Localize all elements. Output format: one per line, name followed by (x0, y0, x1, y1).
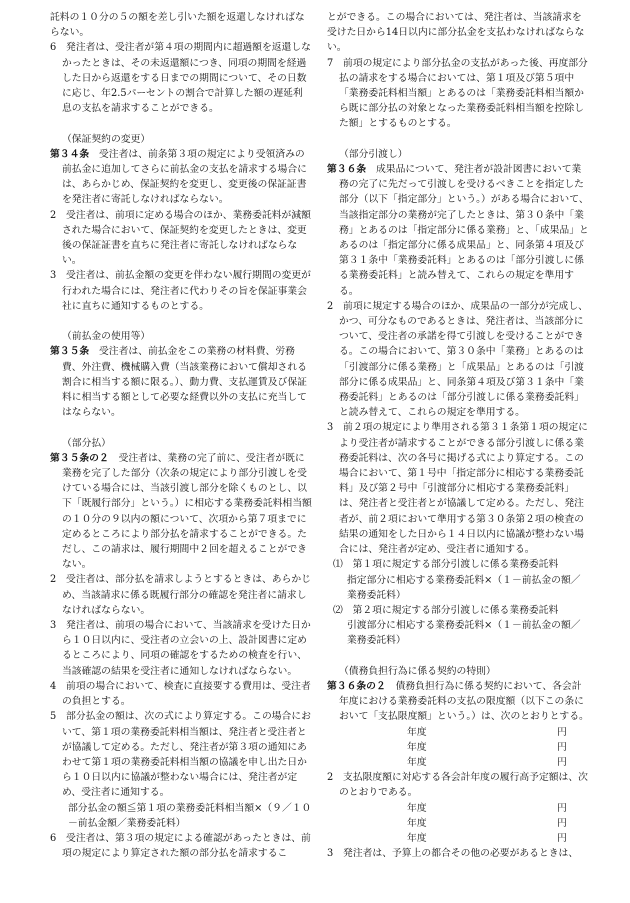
article-heading: （部分引渡し） (339, 148, 408, 160)
table-row (327, 740, 589, 755)
item-number: 6 (50, 832, 57, 844)
paragraph (327, 299, 589, 421)
article-heading: （前払金の使用等） (62, 331, 151, 343)
article (50, 451, 312, 573)
item-number: 2 (327, 772, 334, 784)
article-text: 債務負担行為に係る契約において、各会計年度における業務委託料の支払の限度額（以下この条において「支払限度額」という。）は、次のとおりとする。 (339, 680, 589, 723)
item-text: 受注者は、前払金額の変更を伴わない履行期間の変更が行われた場合には、発注者に代わりその旨を保証事業会社に直ちに通知するものとする。 (62, 270, 311, 312)
paragraph (50, 618, 312, 679)
paragraph (50, 709, 312, 800)
paragraph: とができる。この場合においては、発注者は、当該請求を受けた日から14日以内に部分払金を支払わなければならない。 (327, 12, 585, 54)
year-cell: 年度 (407, 756, 427, 768)
payment-limit-table (327, 725, 589, 771)
article-label: 第３５条の２ (50, 452, 109, 464)
article-text: 受注者は、前払金をこの業務の材料費、労務費、外注費、機械購入費（当該業務において償却される割合に相当する額に限る。）、動力費、支払運賃及び保証料に相当する額として必要な経費以外の支払に充当してはならない。 (62, 346, 307, 419)
paragraph (327, 846, 589, 861)
yen-cell: 円 (557, 832, 567, 844)
paragraph (327, 420, 589, 557)
table-row (327, 755, 589, 770)
year-cell: 年度 (407, 832, 427, 844)
item-text: 受注者は、部分払を請求しようとするときは、あらかじめ、当該請求に係る既履行部分の確認を発注者に請求しなければならない。 (62, 574, 311, 616)
paragraph (50, 208, 312, 269)
year-cell: 年度 (407, 741, 427, 753)
yen-cell: 円 (557, 817, 567, 829)
paragraph (50, 40, 312, 116)
table-row (327, 831, 589, 846)
item-text: 前項の規定により部分払金の支払があった後、再度部分払の請求をする場合においては、第１項及び第５項中「業務委託料相当額」とあるのは「業務委託料相当額から既に部分払の対象となった業務委託料相当額を控除した額」とするものとする。 (339, 57, 588, 130)
paragraph (327, 770, 589, 800)
table-row (327, 816, 589, 831)
article-label: 第３５条 (50, 346, 90, 358)
yen-cell: 円 (557, 802, 567, 814)
year-cell: 年度 (407, 802, 427, 814)
yen-cell: 円 (557, 741, 567, 753)
left-column (50, 10, 312, 861)
formula-number: ⑴ (333, 559, 343, 571)
article-label: 第３４条 (50, 148, 90, 160)
formula-item (327, 603, 589, 618)
article-heading: （部分払） (62, 437, 111, 449)
year-cell: 年度 (407, 817, 427, 829)
formula: 引渡部分に相応する業務委託料×（１－前払金の額／業務委託料） (347, 620, 581, 647)
article-text: 成果品について、発注者が設計図書において業務の完了に先だって引渡しを受けるべきことを指定した部分（以下「指定部分」という。）がある場合において、当該指定部分の業務が完了したときは、第３０条中「業務」とあるのは「指定部分に係る業務」と、「成果品」とあるのは「指定部分に係る成果品」と、同条第４項及び第３１条中「業務委託料」とあるのは「部分引渡しに係る業務委託料」と読み替えて、これらの規定を準用する。 (339, 164, 589, 297)
performance-table (327, 801, 589, 847)
article (50, 147, 312, 208)
article (50, 344, 312, 420)
right-column (327, 10, 589, 861)
item-number: 2 (50, 574, 57, 586)
article-heading: （保証契約の変更） (62, 133, 151, 145)
yen-cell: 円 (557, 756, 567, 768)
item-text: 前項に規定する場合のほか、成果品の一部分が完成し、かつ、可分なものであるときは、発注者は、当該部分について、受注者の承諾を得て引渡しを受けることができる。この場合において、第３０条中「業務」とあるのは「引渡部分に係る業務」と「成果品」とあるのは「引渡部分に係る成果品」と、同条第４項及び第３１条中「業務委託料」とあるのは「部分引渡しに係る業務委託料」と読み替えて、これらの規定を準用する。 (339, 300, 588, 419)
yen-cell: 円 (557, 726, 567, 738)
formula-title: 第２項に規定する部分引渡しに係る業務委託料 (352, 604, 559, 616)
item-number: 7 (327, 57, 334, 69)
paragraph (50, 572, 312, 618)
item-text: 発注者は、予算上の都合その他の必要があるときは、 (343, 848, 579, 860)
item-number: 6 (50, 42, 57, 54)
table-row (327, 725, 589, 740)
item-text: 前２項の規定により準用される第３１条第１項の規定により受注者が請求することができる部分引渡しに係る業務委託料は、次の各号に掲げる式により算定する。この場合において、第１号中「指定部分に相応する業務委託料」及び第２号中「引渡部分に相応する業務委託料」は、発注者と受注者とが協議して定める。ただし、発注者が、前２項において準用する第３０条第２項の検査の結果の通知をした日から１４日以内に協議が整わない場合には、発注者が定め、受注者に通知する。 (339, 422, 588, 556)
paragraph (50, 831, 312, 861)
item-text: 部分払金の額は、次の式により算定する。この場合において、第１項の業務委託料相当額は、発注者と受注者とが協議して定める。ただし、発注者が第３項の通知にあわせて第１項の業務委託料相当額の協議を申し出た日から１０日以内に協議が整わない場合には、発注者が定め、受注者に通知する。 (62, 711, 311, 799)
item-number: 3 (327, 422, 334, 434)
formula: 指定部分に相応する業務委託料×（１－前払金の額／業務委託料） (347, 574, 581, 601)
item-text: 前項の場合において、検査に直接要する費用は、受注者の負担とする。 (62, 680, 311, 708)
item-text: 発注者は、前項の場合において、当該請求を受けた日から１０日以内に、受注者の立会いの上、設計図書に定めるところにより、同項の確認をするための検査を行い、当該確認の結果を受注者に通知しなければならない。 (62, 620, 311, 677)
article-heading: （債務負担行為に係る契約の特則） (339, 665, 496, 677)
item-number: 3 (50, 270, 57, 282)
article-text: 受注者は、業務の完了前に、受注者が既に業務を完了した部分（次条の規定により部分引渡しを受けている場合には、当該引渡し部分を除くものとし、以下「既履行部分」という。）に相応する業務委託料相当額の１０分の９以内の額について、次項から第７項までに定めるところにより部分払を請求することができる。ただし、この請求は、履行期間中２回を超えることができない。 (62, 452, 312, 571)
item-text: 受注者は、第３項の規定による確認があったときは、前項の規定により算定された額の部分払を請求するこ (62, 832, 311, 860)
paragraph (327, 56, 589, 132)
article-text: 受注者は、前条第３項の規定により受領済みの前払金に追加してさらに前払金の支払を請求する場合には、あらかじめ、保証契約を変更し、変更後の保証証書を発注者に寄託しなければならない。 (62, 148, 307, 206)
item-text: 支払限度額に対応する各会計年度の履行高予定額は、次のとおりである。 (339, 772, 588, 799)
table-row (327, 801, 589, 816)
item-number: 5 (50, 711, 57, 723)
item-number: 3 (327, 848, 334, 860)
article (327, 679, 589, 725)
article-label: 第３６条 (327, 164, 367, 176)
item-number: 2 (327, 300, 334, 312)
formula-title: 第１項に規定する部分引渡しに係る業務委託料 (352, 559, 559, 571)
year-cell: 年度 (407, 726, 427, 738)
paragraph (50, 679, 312, 709)
paragraph: 託料の１０分の５の額を差し引いた額を返還しなければならない。 (50, 12, 305, 39)
formula: 部分払金の額≦第１項の業務委託料相当額×（９／１０－前払金額／業務委託料） (68, 802, 312, 829)
article-label: 第３６条の２ (327, 680, 386, 692)
item-number: 4 (50, 680, 57, 692)
article (327, 162, 589, 299)
formula-item (327, 557, 589, 572)
item-text: 受注者は、前項に定める場合のほか、業務委託料が減額された場合において、保証契約を変更したときは、変更後の保証証書を直ちに発注者に寄託しなければならない。 (62, 209, 311, 267)
paragraph (50, 268, 312, 314)
item-number: 2 (50, 209, 57, 221)
formula-number: ⑵ (333, 604, 343, 616)
item-text: 発注者は、受注者が第４項の期間内に超過額を返還しなかったときは、その未返還額につき、同項の期間を経過した日から返還をする日までの期間について、その日数に応じ、年2.5パーセントの割合で計算した額の遅延利息の支払を請求することができる。 (62, 42, 311, 115)
item-number: 3 (50, 620, 57, 632)
